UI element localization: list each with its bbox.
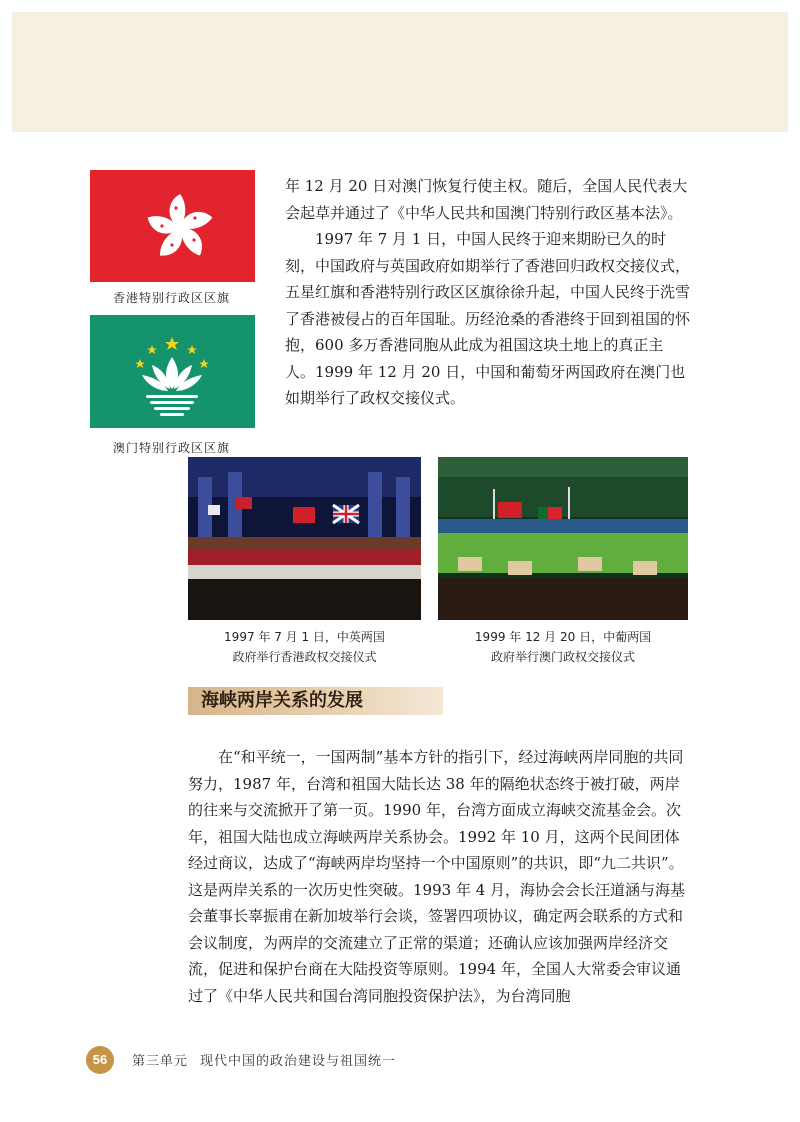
macau-flag: [90, 315, 255, 428]
hong-kong-photo-caption: [188, 627, 421, 667]
hong-kong-flag: [90, 170, 255, 282]
hong-kong-handover-photo: [188, 457, 421, 620]
header-band: [12, 12, 788, 132]
macau-photo-caption-line-2: 政府举行澳门政权交接仪式: [490, 650, 635, 664]
macau-photo-caption-line-1: 1999 年 12 月 20 日，中葡两国: [474, 630, 652, 644]
intro-paragraph-1: 年 12 月 20 日对澳门恢复行使主权。随后，全国人民代表大会起草并通过了《中华人民共和国澳门特别行政区基本法》。: [285, 177, 688, 222]
hong-kong-flag-caption: 香港特别行政区区旗: [113, 291, 231, 305]
hong-kong-photo-caption-line-2: 政府举行香港政权交接仪式: [232, 650, 377, 664]
page-number-badge: 56: [86, 1046, 114, 1074]
lotus-emblem-icon: [90, 315, 255, 428]
section-heading: 海峡两岸关系的发展: [188, 687, 443, 715]
intro-text: [285, 173, 693, 412]
macau-flag-caption: 澳门特别行政区区旗: [113, 441, 231, 455]
macau-handover-photo: [438, 457, 688, 620]
footer-unit-label: [132, 1050, 396, 1069]
footer-unit-number: 第三单元: [132, 1054, 189, 1069]
macau-photo-caption: [438, 627, 688, 667]
hong-kong-photo-caption-line-1: 1997 年 7 月 1 日，中英两国: [224, 630, 385, 644]
intro-paragraph-2: 1997 年 7 月 1 日，中国人民终于迎来期盼已久的时刻，中国政府与英国政府如期举行了香港回归政权交接仪式，五星红旗和香港特别行政区区旗徐徐升起，中国人民终于洗雪了香港被侵占的百年国耻。历经沧桑的香港终于回到祖国的怀抱，600 多万香港同胞从此成为祖国这块土地上的真正主人。1999 年 12 月 20 日，中国和葡萄牙两国政府在澳门也如期举行了政权交接仪式。: [285, 230, 691, 407]
section-text: [188, 744, 690, 1009]
footer-unit-title: 现代中国的政治建设与祖国统一: [200, 1054, 397, 1069]
section-paragraph: 在“和平统一，一国两制”基本方针的指引下，经过海峡两岸同胞的共同努力，1987 年，台湾和祖国大陆长达 38 年的隔绝状态终于被打破，两岸的往来与交流掀开了第一页。1990 年，台湾方面成立海峡交流基金会。次年，祖国大陆也成立海峡两岸关系协会。1992 年 10 月，这两个民间团体经过商议，达成了“海峡两岸均坚持一个中国原则”的共识，即“九二共识”。这是两岸关系的一次历史性突破。1993 年 4 月，海协会会长汪道涵与海基会董事长辜振甫在新加坡举行会谈，签署四项协议，确定两会联系的方式和会议制度，为两岸的交流建立了正常的渠道；还确认应该加强两岸经济交流，促进和保护台商在大陆投资等原则。1994 年，全国人大常委会审议通过了《中华人民共和国台湾同胞投资保护法》，为台湾同胞: [188, 748, 686, 1005]
bauhinia-emblem-icon: [90, 170, 255, 282]
